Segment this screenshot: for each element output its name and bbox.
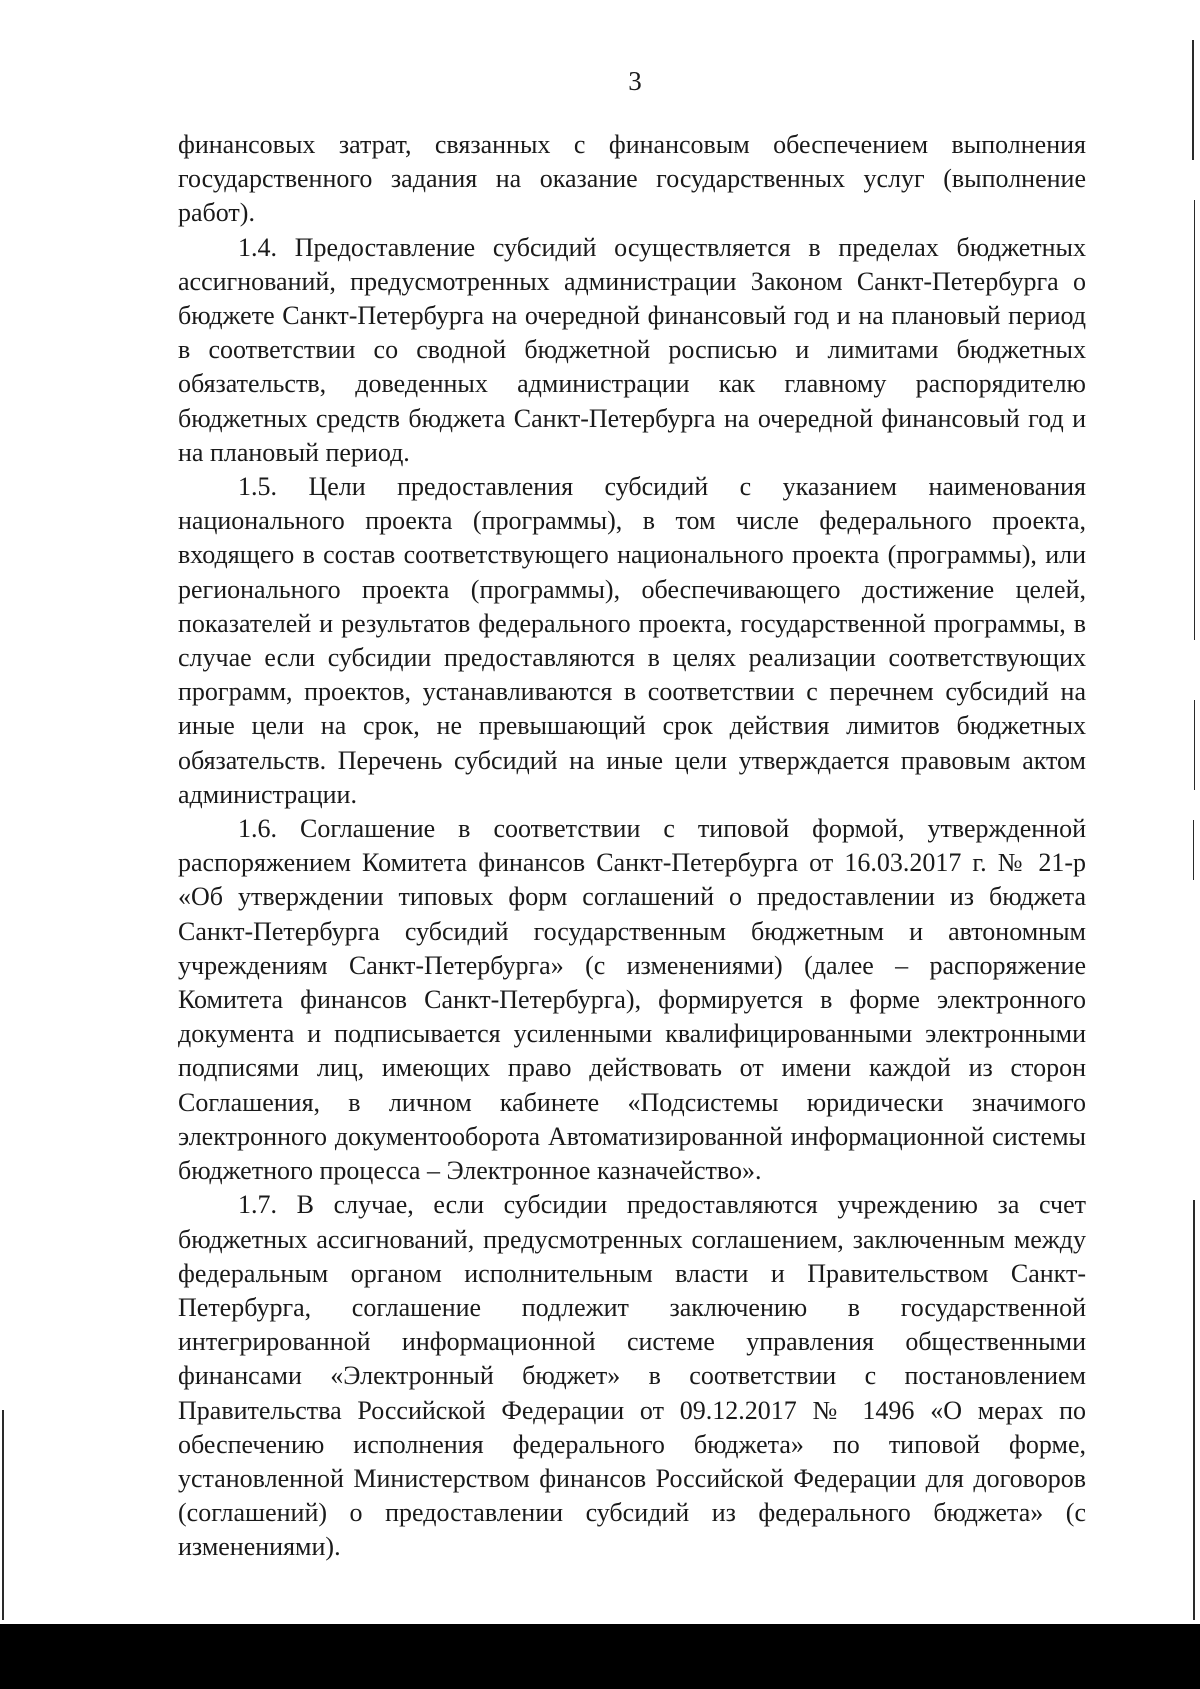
scan-bottom-border	[0, 1624, 1200, 1689]
scan-edge-mark	[2, 1410, 4, 1620]
scan-edge-mark	[1194, 700, 1195, 790]
document-body	[178, 128, 1086, 1565]
paragraph-1-6: 1.6. Соглашение в соответствии с типовой формой, утвержденной распоряжением Комитета финансов Санкт-Петербурга от 16.03.2017 г. № 21-р «Об утверждении типовых форм соглашений о предоставлении из бюджета Санкт-Петербурга субсидий государственным бюджетным и автономным учреждениям Санкт-Петербурга» (с изменениями) (далее – распоряжение Комитета финансов Санкт-Петербурга), формируется в форме электронного документа и подписывается усиленными квалифицированными электронными подписями лиц, имеющих право действовать от имени каждой из сторон Соглашения, в личном кабинете «Подсистемы юридически значимого электронного документооборота Автоматизированной информационной системы бюджетного процесса – Электронное казначейство».	[178, 814, 1086, 1186]
paragraph-1-5: 1.5. Цели предоставления субсидий с указанием наименования национального проекта (программы), в том числе федерального проекта, входящего в состав соответствующего национального проекта (программы), или регионального проекта (программы), обеспечивающего достижение целей, показателей и результатов федерального проекта, государственной программы, в случае если субсидии предоставляются в целях реализации соответствующих программ, проектов, устанавливаются в соответствии с перечнем субсидий на иные цели на срок, не превышающий срок действия лимитов бюджетных обязательств. Перечень субсидий на иные цели утверждается правовым актом администрации.	[178, 472, 1086, 809]
paragraph-1-4: 1.4. Предоставление субсидий осуществляется в пределах бюджетных ассигнований, предусмотренных администрации Законом Санкт-Петербурга о бюджете Санкт-Петербурга на очередной финансовый год и на плановый период в соответствии со сводной бюджетной росписью и лимитами бюджетных обязательств, доведенных администрации как главному распорядителю бюджетных средств бюджета Санкт-Петербурга на очередной финансовый год и на плановый период.	[178, 232, 1086, 467]
scan-edge-mark	[1192, 40, 1194, 160]
scan-edge-mark	[1194, 200, 1195, 640]
paragraph-continuation: финансовых затрат, связанных с финансовым обеспечением выполнения государственного задания на оказание государственных услуг (выполнение работ).	[178, 130, 1086, 228]
paragraph-1-7: 1.7. В случае, если субсидии предоставляются учреждению за счет бюджетных ассигнований, предусмотренных соглашением, заключенным между федеральным органом исполнительным власти и Правительством Санкт-Петербурга, соглашение подлежит заключению в государственной интегрированной информационной системе управления общественными финансами «Электронный бюджет» в соответствии с постановлением Правительства Российской Федерации от 09.12.2017 № 1496 «О мерах по обеспечению исполнения федерального бюджета» по типовой форме, установленной Министерством финансов Российской Федерации для договоров (соглашений) о предоставлении субсидий из федерального бюджета» (с изменениями).	[178, 1190, 1086, 1562]
page-number: 3	[628, 66, 642, 96]
scan-edge-mark	[1193, 820, 1194, 880]
scan-edge-mark	[1193, 1200, 1195, 1620]
